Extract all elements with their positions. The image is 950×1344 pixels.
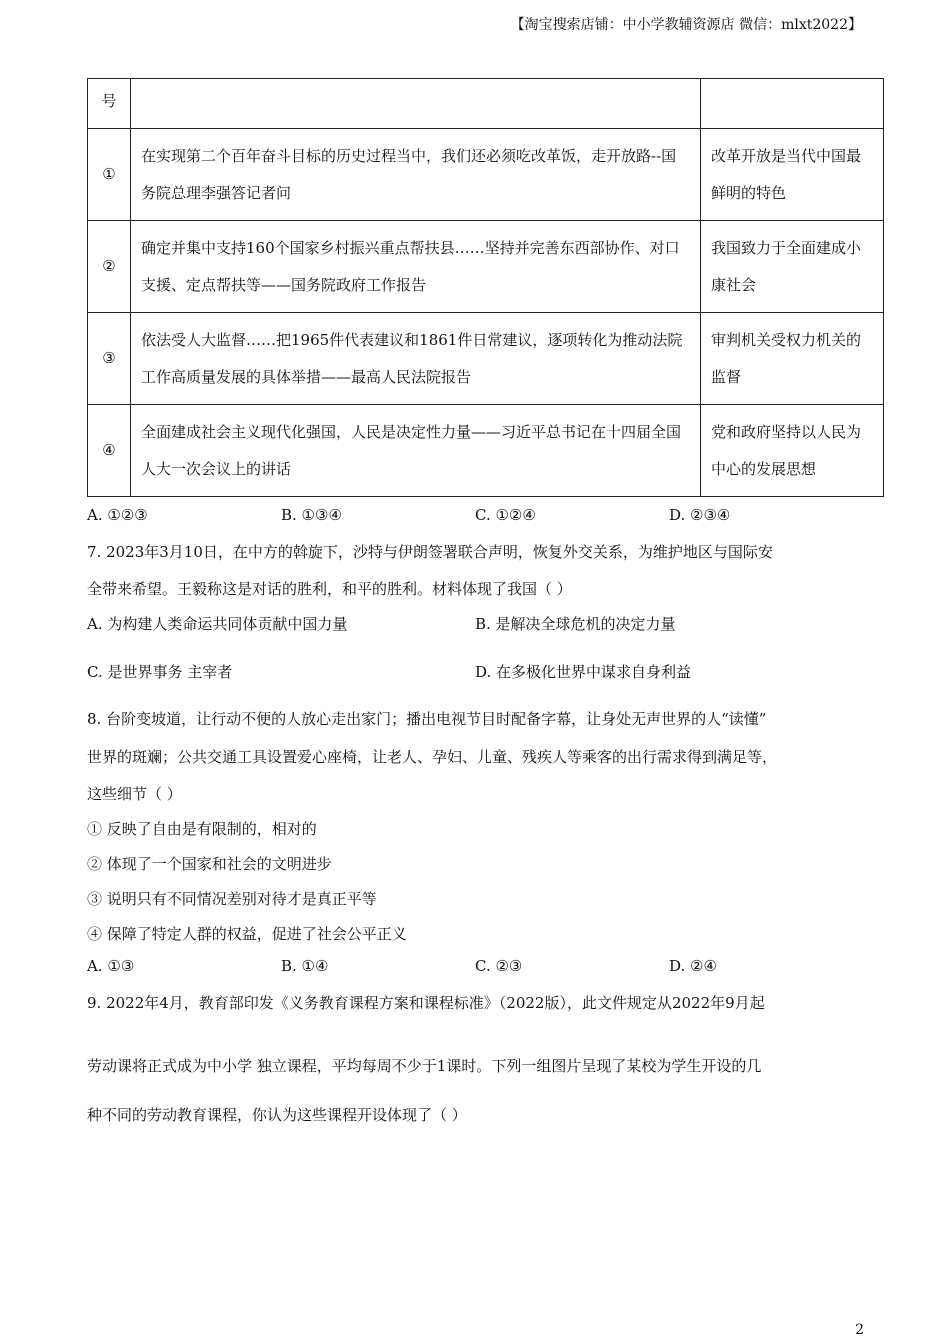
q9-stem-line1: 9. 2022年4月，教育部印发《义务教育课程方案和课程标准》（2022版），此文件规定从2022年9月起: [87, 994, 765, 1012]
q6-option-d[interactable]: D. ②③④: [669, 506, 731, 524]
header-shop-note: 【淘宝搜索店铺：中小学教辅资源店 微信：mlxt2022】: [510, 17, 862, 33]
material-table: [87, 78, 884, 497]
q8-stem-line2: 世界的斑斓；公共交通工具设置爱心座椅，让老人、孕妇、儿童、残疾人等乘客的出行需求得到满足等，: [87, 748, 778, 766]
q7-option-c[interactable]: C. 是世界事务 主宰者: [87, 663, 233, 681]
table-row: [88, 313, 884, 405]
row-number: ④: [88, 405, 131, 497]
q7-option-d[interactable]: D. 在多极化世界中谋求自身利益: [475, 663, 692, 681]
q8-option-d[interactable]: D. ②④: [669, 957, 717, 975]
q8-item-2: ② 体现了一个国家和社会的文明进步: [87, 855, 332, 873]
page-number: 2: [855, 1322, 864, 1338]
table-row: [88, 129, 884, 221]
table-row: [88, 221, 884, 313]
table-header-view: [701, 79, 884, 129]
q7-stem-line2: 全带来希望。王毅称这是对话的胜利，和平的胜利。材料体现了我国（ ）: [87, 580, 572, 598]
row-material: 在实现第二个百年奋斗目标的历史过程当中，我们还必须吃改革饭，走开放路--国务院总理李强答记者问: [131, 129, 701, 221]
row-view: 改革开放是当代中国最鲜明的特色: [701, 129, 884, 221]
table-row: [88, 405, 884, 497]
row-number: ①: [88, 129, 131, 221]
row-material: 全面建成社会主义现代化强国，人民是决定性力量——习近平总书记在十四届全国人大一次会议上的讲话: [131, 405, 701, 497]
q9-stem-line3: 种不同的劳动教育课程，你认为这些课程开设体现了（ ）: [87, 1106, 467, 1124]
row-view: 我国致力于全面建成小康社会: [701, 221, 884, 313]
table-header-row: [88, 79, 884, 129]
q7-option-b[interactable]: B. 是解决全球危机的决定力量: [475, 615, 676, 633]
q8-option-b[interactable]: B. ①④: [281, 957, 329, 975]
row-material: 依法受人大监督……把1965件代表建议和1861件日常建议，逐项转化为推动法院工作高质量发展的具体举措——最高人民法院报告: [131, 313, 701, 405]
row-view: 党和政府坚持以人民为中心的发展思想: [701, 405, 884, 497]
q8-stem-line3: 这些细节（ ）: [87, 785, 182, 803]
row-number: ②: [88, 221, 131, 313]
table-header-num: 号: [88, 79, 131, 129]
row-material: 确定并集中支持160个国家乡村振兴重点帮扶县……坚持并完善东西部协作、对口支援、定点帮扶等——国务院政府工作报告: [131, 221, 701, 313]
q6-option-c[interactable]: C. ①②④: [475, 506, 536, 524]
row-view: 审判机关受权力机关的监督: [701, 313, 884, 405]
q8-item-4: ④ 保障了特定人群的权益，促进了社会公平正义: [87, 925, 407, 943]
q7-stem-line1: 7. 2023年3月10日，在中方的斡旋下，沙特与伊朗签署联合声明，恢复外交关系，为维护地区与国际安: [87, 543, 773, 561]
q9-stem-line2: 劳动课将正式成为中小学 独立课程，平均每周不少于1课时。下列一组图片呈现了某校为学生开设的几: [87, 1057, 762, 1075]
q8-option-c[interactable]: C. ②③: [475, 957, 523, 975]
q8-option-a[interactable]: A. ①③: [87, 957, 135, 975]
q8-item-1: ① 反映了自由是有限制的，相对的: [87, 820, 317, 838]
q8-stem-line1: 8. 台阶变坡道，让行动不便的人放心走出家门；播出电视节目时配备字幕，让身处无声世界的人“读懂”: [87, 710, 767, 728]
table-header-material: [131, 79, 701, 129]
q6-option-b[interactable]: B. ①③④: [281, 506, 342, 524]
q6-option-a[interactable]: A. ①②③: [87, 506, 148, 524]
row-number: ③: [88, 313, 131, 405]
q7-option-a[interactable]: A. 为构建人类命运共同体贡献中国力量: [87, 615, 348, 633]
q8-item-3: ③ 说明只有不同情况差别对待才是真正平等: [87, 890, 377, 908]
